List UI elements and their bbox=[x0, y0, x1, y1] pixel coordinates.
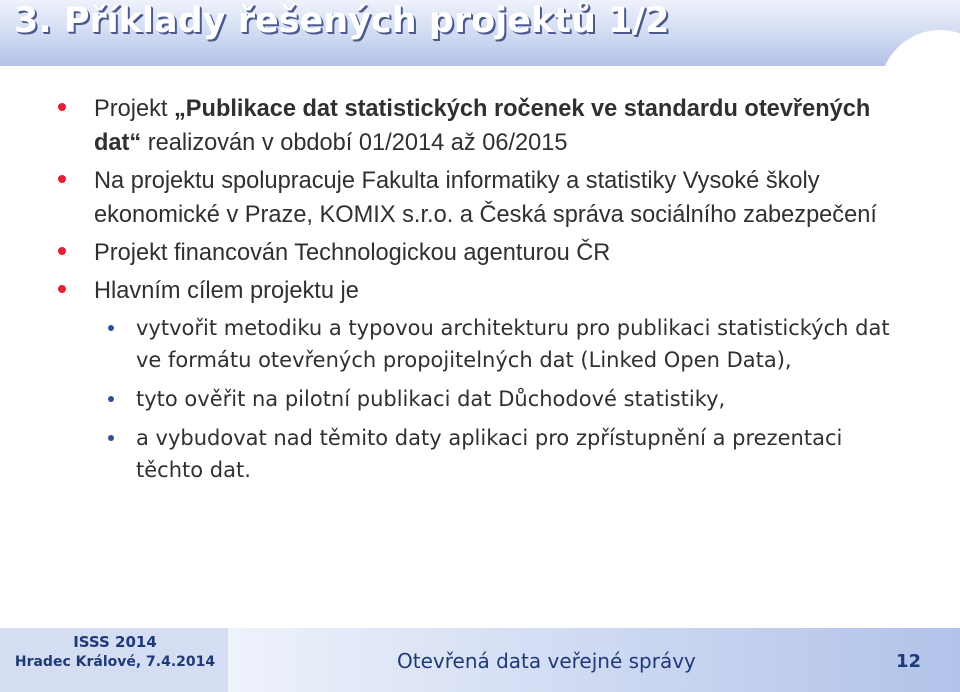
footer-conference-box bbox=[0, 628, 228, 692]
bullet-project-post: realizován v období 01/2014 až 06/2015 bbox=[141, 130, 568, 156]
subbullet-dot-icon bbox=[108, 435, 114, 441]
subbullet-dot-icon bbox=[108, 396, 114, 402]
bullet-goal-text: Hlavním cílem projektu je bbox=[94, 278, 359, 304]
subbullet-dot-icon bbox=[108, 325, 114, 331]
bullet-goal bbox=[58, 274, 898, 308]
footer bbox=[0, 628, 960, 692]
bullet-dot-icon bbox=[58, 103, 66, 111]
subbullet-pilot-text: tyto ověřit na pilotní publikaci dat Důchodové statistiky, bbox=[136, 387, 726, 411]
bullet-funding-text: Projekt financován Technologickou agenturou ČR bbox=[94, 240, 611, 266]
conference-name: ISSS 2014 bbox=[73, 633, 157, 651]
slide-title: 3. Příklady řešených projektů 1/2 bbox=[14, 1, 670, 41]
bullet-partners bbox=[58, 164, 898, 232]
subbullet-methodology-text: vytvořit metodiku a typovou architekturu pro publikaci statistických dat ve formátu otevřených propojitelných dat (Linked Open Data), bbox=[136, 316, 890, 372]
bullet-project bbox=[58, 92, 898, 160]
subbullet-application-text: a vybudovat nad těmito daty aplikaci pro zpřístupnění a prezentaci těchto dat. bbox=[136, 426, 843, 482]
footer-title: Otevřená data veřejné správy bbox=[397, 649, 696, 673]
subbullet-application bbox=[58, 422, 898, 486]
bullet-dot-icon bbox=[58, 285, 66, 293]
conference-place-date: Hradec Králové, 7.4.2014 bbox=[14, 654, 216, 670]
slide-content bbox=[58, 92, 898, 493]
bullet-project-pre: Projekt bbox=[94, 96, 174, 122]
subbullet-pilot bbox=[58, 383, 898, 415]
goal-subbullets bbox=[58, 312, 898, 486]
bullet-dot-icon bbox=[58, 247, 66, 255]
conference-info bbox=[10, 632, 220, 672]
subbullet-methodology bbox=[58, 312, 898, 376]
bullet-dot-icon bbox=[58, 175, 66, 183]
page-number: 12 bbox=[896, 651, 922, 672]
bullet-funding bbox=[58, 236, 898, 270]
bullet-project-name: „Publikace dat statistických ročenek ve standardu otevřených dat“ bbox=[94, 96, 871, 156]
bullet-partners-text: Na projektu spolupracuje Fakulta informatiky a statistiky Vysoké školy ekonomické v Praze, KOMIX s.r.o. a Česká správa sociálního zabezpečení bbox=[94, 168, 877, 228]
title-bar bbox=[0, 0, 960, 66]
